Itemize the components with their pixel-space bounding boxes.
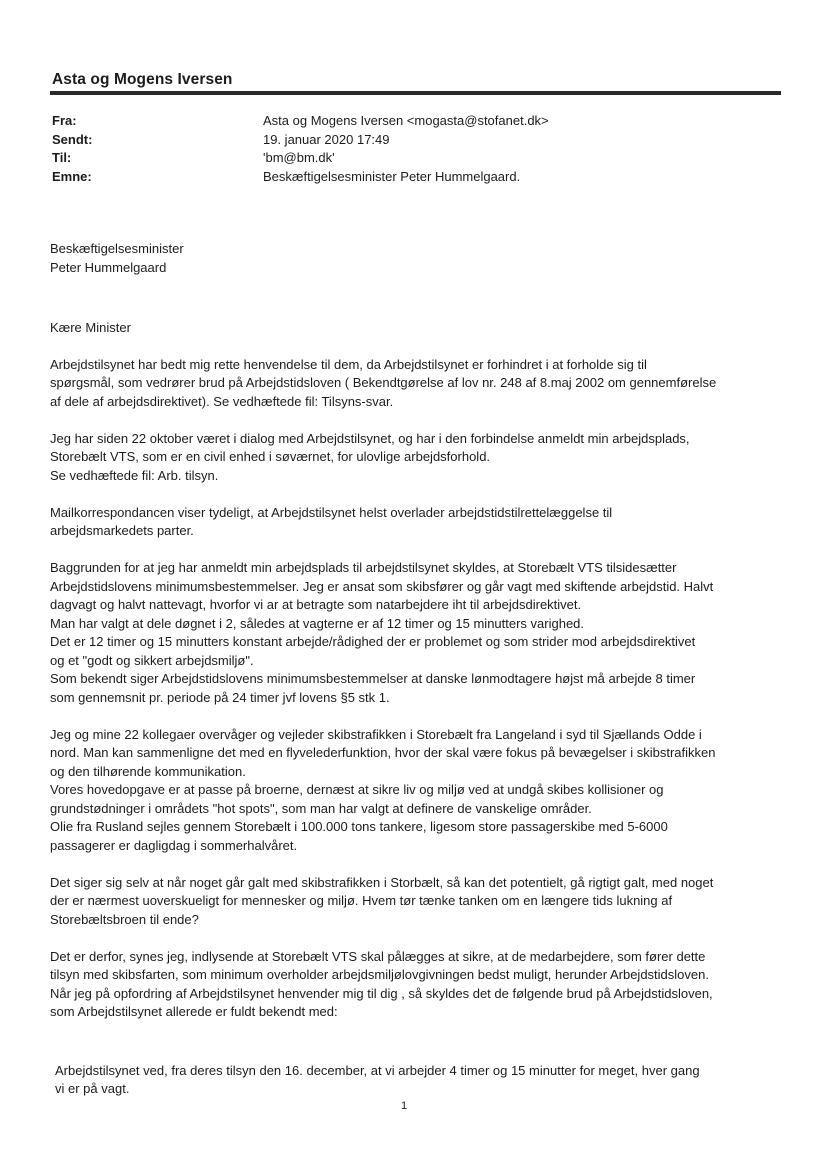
to-value: 'bm@bm.dk' [263,150,335,165]
paragraph-2: Jeg har siden 22 oktober været i dialog med Arbejdstilsynet, og har i den forbindelse anmeldt min arbejdsplads, Storebælt VTS, som er en civil enhed i søværnet, for ulovlige arbejdsforhold. Se vedhæftede fil: Arb. tilsyn. [50,430,690,483]
header-divider [50,91,781,95]
from-value: Asta og Mogens Iversen <mogasta@stofanet.dk> [263,113,549,128]
paragraph-1: Arbejdstilsynet har bedt mig rette henvendelse til dem, da Arbejdstilsynet er forhindret i at forholde sig til spørgsmål, som vedrører brud på Arbejdstidsloven ( Bekendtgørelse af lov nr. 248 af 8.maj 2002 om gennemførelse af dele af arbejdsdirektivet). Se vedhæftede fil: Tilsyns-svar. [50,356,717,409]
page-number: 1 [401,1100,408,1112]
paragraph-7: Det er derfor, synes jeg, indlysende at Storebælt VTS skal pålægges at sikre, at de medarbejdere, som fører dette tilsyn med skibsfarten, som minimum overholder arbejdsmiljølovgivningen bedst muligt, herunder Arbejdstidsloven. Når jeg på opfordring af Arbejdstilsynet henvender mig til dig , så skyldes det de følgende brud på Arbejdstidsloven, som Arbejdstilsynet allerede er fuldt bekendt med: [50,948,713,1019]
paragraph-5: Jeg og mine 22 kollegaer overvåger og vejleder skibstrafikken i Storebælt fra Langeland i syd til Sjællands Odde i nord. Man kan sammenligne det med en flyvelederfunktion, hvor der skal være fokus på bevægelser i skibstrafikken og den tilhørende kommunikation. Vores hovedopgave er at passe på broerne, dernæst at sikre liv og miljø ved at undgå skibes kollisioner og grundstødninger i områdets "hot spots", som man har valgt at definere de vanskelige områder. Olie fra Rusland sejles gennem Storebælt i 100.000 tons tankere, ligesom store passagerskibe med 5-6000 passagerer er dagligdag i sommerhalvåret. [50,726,716,853]
greeting: Kære Minister [50,320,131,335]
addressee: Beskæftigelsesminister Peter Hummelgaard [50,241,184,275]
subject-label: Emne: [52,168,92,184]
paragraph-6: Det siger sig selv at når noget går galt med skibstrafikken i Storbælt, så kan det potentielt, gå rigtigt galt, med noget der er nærmest uoverskueligt for mennesker og miljø. Hvem tør tænke tanken om en længere tids lukning af Storebæltsbroen til ende? [50,874,714,927]
sent-label: Sendt: [52,131,93,147]
final-paragraph: Arbejdstilsynet ved, fra deres tilsyn den 16. december, at vi arbejder 4 timer og 15 minutter for meget, hver gang vi er på vagt. [55,1062,700,1096]
to-label: Til: [52,150,72,165]
from-label: Fra: [52,113,77,128]
paragraph-4: Baggrunden for at jeg har anmeldt min arbejdsplads til arbejdstilsynet skyldes, at Storebælt VTS tilsidesætter Arbejdstidslovens minimumsbestemmelser. Jeg er ansat som skibsfører og går vagt med skiftende arbejdstid. Halvt dagvagt og halvt nattevagt, hvorfor vi ar at betragte som natarbejdere iht til arbejdsdirektivet. Man har valgt at dele døgnet i 2, således at vagterne er af 12 timer og 15 minutters varighed. Det er 12 timer og 15 minutters konstant arbejde/rådighed der er problemet og som strider mod arbejdsdirektivet og et "godt og sikkert arbejdsmiljø". Som bekendt siger Arbejdstidslovens minimumsbestemmelser at danske lønmodtagere højst må arbejde 8 timer som gennemsnit pr. periode på 24 timer jvf lovens §5 stk 1. [50,560,714,705]
letter-body [50,240,780,1099]
sent-value: 19. januar 2020 17:49 [263,131,390,147]
email-header-labels [52,112,92,186]
subject-value: Beskæftigelsesminister Peter Hummelgaard. [263,168,521,184]
paragraph-3: Mailkorrespondancen viser tydeligt, at Arbejdstilsynet helst overlader arbejdstidstilrettelæggelse til arbejdsmarkedets parter. [50,504,613,538]
sender-name: Asta og Mogens Iversen [52,71,233,88]
email-header-values [263,112,549,186]
